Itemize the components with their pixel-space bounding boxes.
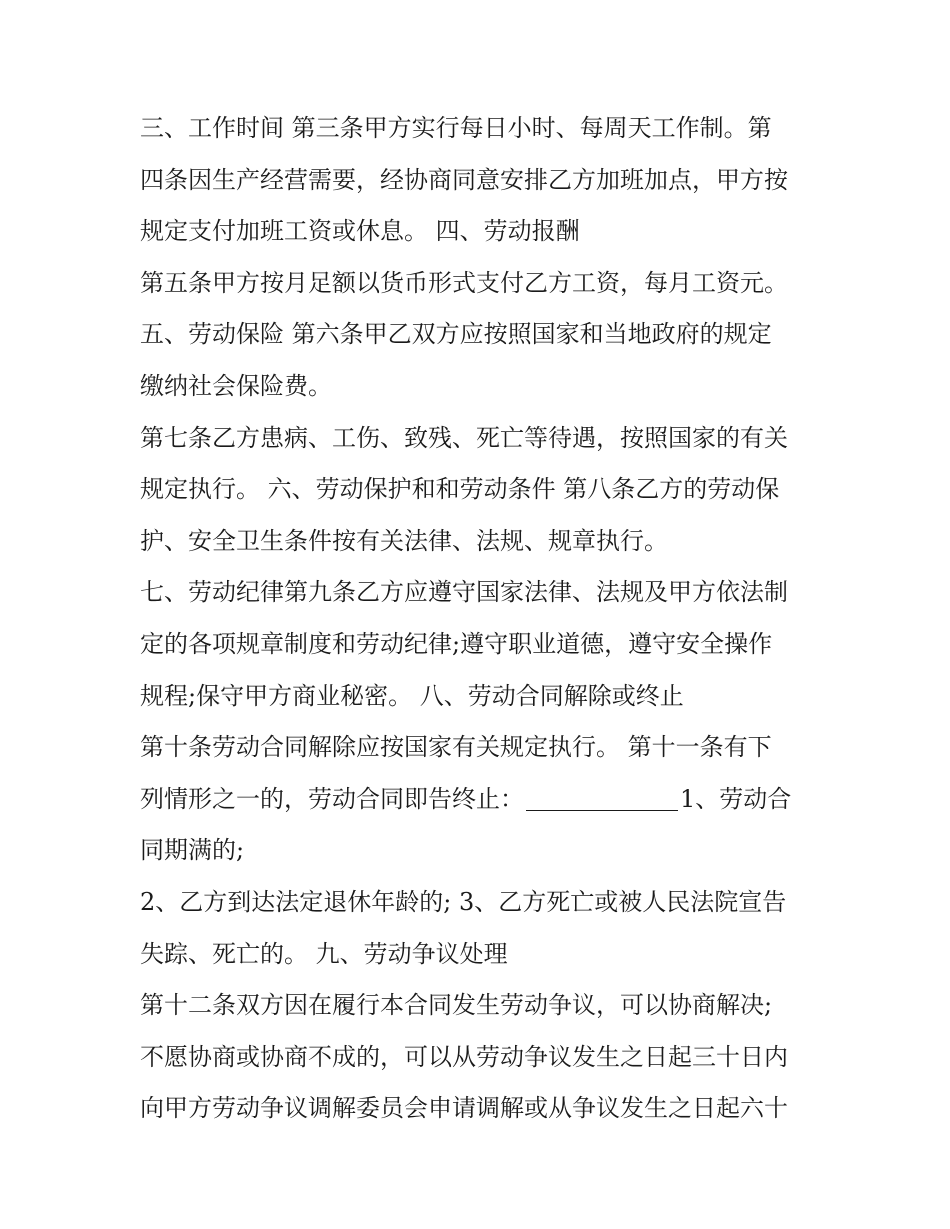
- text-line: 规定支付加班工资或休息。 四、劳动报酬: [140, 217, 580, 246]
- text-line: 同期满的;: [140, 836, 245, 865]
- text-line: 第十条劳动合同解除应按国家有关规定执行。 第十一条有下: [140, 733, 772, 762]
- text-line: 规定执行。 六、劳动保护和和劳动条件 第八条乙方的劳动保: [140, 475, 780, 504]
- text-line: 第七条乙方患病、工伤、致残、死亡等待遇，按照国家的有关: [140, 423, 788, 452]
- text-line: 规程;保守甲方商业秘密。 八、劳动合同解除或终止: [140, 681, 684, 710]
- text-line: 三、工作时间 第三条甲方实行每日小时、每周天工作制。第: [140, 114, 772, 142]
- text-line: 五、劳动保险 第六条甲乙双方应按照国家和当地政府的规定: [140, 320, 772, 349]
- text-segment: 1、劳动合: [680, 784, 792, 813]
- text-line: 向甲方劳动争议调解委员会申请调解或从争议发生之日起六十: [140, 1094, 788, 1123]
- text-line: 定的各项规章制度和劳动纪律;遵守职业道德，遵守安全操作: [140, 629, 773, 658]
- text-line: 护、安全卫生条件按有关法律、法规、规章执行。: [140, 526, 668, 555]
- text-line: 不愿协商或协商不成的，可以从劳动争议发生之日起三十日内: [140, 1042, 788, 1071]
- text-line: 缴纳社会保险费。: [140, 371, 332, 400]
- text-line: 七、劳动纪律第九条乙方应遵守国家法律、法规及甲方依法制: [140, 578, 788, 607]
- text-line: 四条因生产经营需要，经协商同意安排乙方加班加点，甲方按: [140, 165, 788, 194]
- text-line: 第五条甲方按月足额以货币形式支付乙方工资，每月工资元。: [140, 268, 788, 297]
- text-line-with-blank: [140, 774, 820, 826]
- text-line: 失踪、死亡的。 九、劳动争议处理: [140, 939, 508, 968]
- document-body: [140, 103, 820, 1135]
- text-segment: 列情形之一的，劳动合同即告终止：: [140, 784, 524, 813]
- fill-in-blank: [526, 786, 678, 811]
- text-line: 2、乙方到达法定退休年龄的; 3、乙方死亡或被人民法院宣告: [140, 887, 787, 916]
- text-line: 第十二条双方因在履行本合同发生劳动争议，可以协商解决;: [140, 991, 773, 1020]
